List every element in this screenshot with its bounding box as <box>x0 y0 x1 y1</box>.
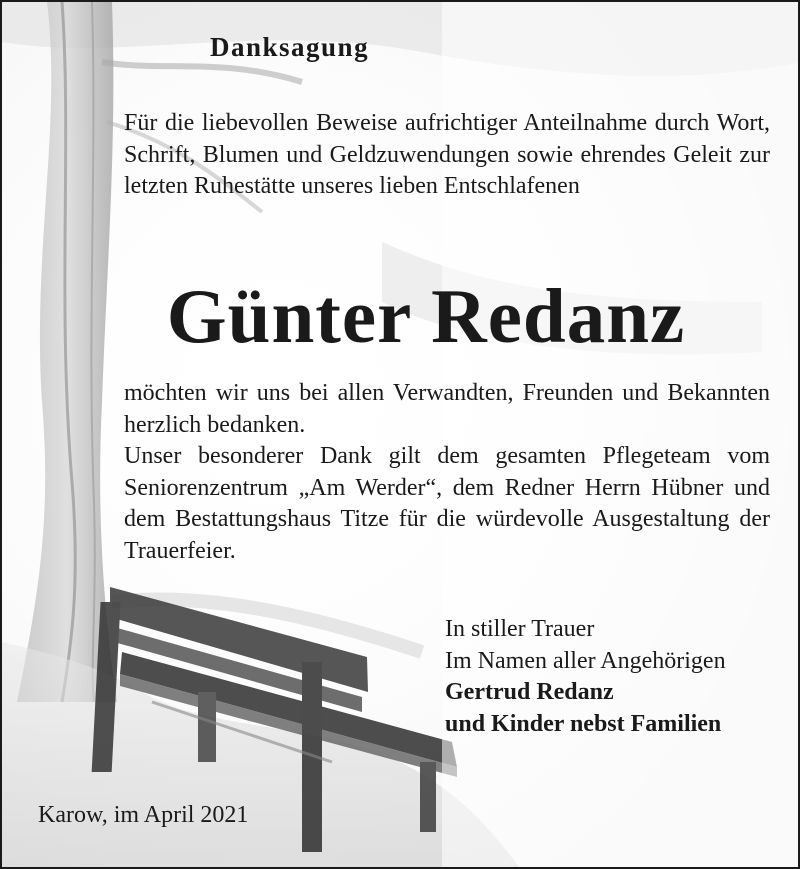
signer-name: Gertrud Redanz <box>445 679 614 705</box>
closing-line-1: In stiller Trauer <box>445 616 595 642</box>
deceased-name: Günter Redanz <box>166 273 686 359</box>
signature-block <box>445 614 726 740</box>
place-date: Karow, im April 2021 <box>38 802 249 828</box>
thanks-paragraph: möchten wir uns bei allen Verwandten, Freunden und Bekannten herzlich bedanken. <box>124 380 770 438</box>
thanks-section <box>124 378 770 567</box>
special-thanks-paragraph: Unser besonderer Dank gilt dem gesamten Pflegeteam vom Seniorenzentrum „Am Werder“, dem Redner Herrn Hübner und dem Bestattungshaus Titze für die würdevolle Ausgestaltung der Trauerfeier. <box>124 443 770 564</box>
heading: Danksagung <box>210 32 370 62</box>
closing-line-2: Im Namen aller Angehörigen <box>445 647 726 674</box>
intro-paragraph: Für die liebevollen Beweise aufrichtiger Anteilnahme durch Wort, Schrift, Blumen und Geldzuwendungen sowie ehrendes Geleit zur letzten Ruhestätte unseres lieben Entschlafenen <box>124 110 770 199</box>
signer-family: und Kinder nebst Familien <box>445 710 722 737</box>
